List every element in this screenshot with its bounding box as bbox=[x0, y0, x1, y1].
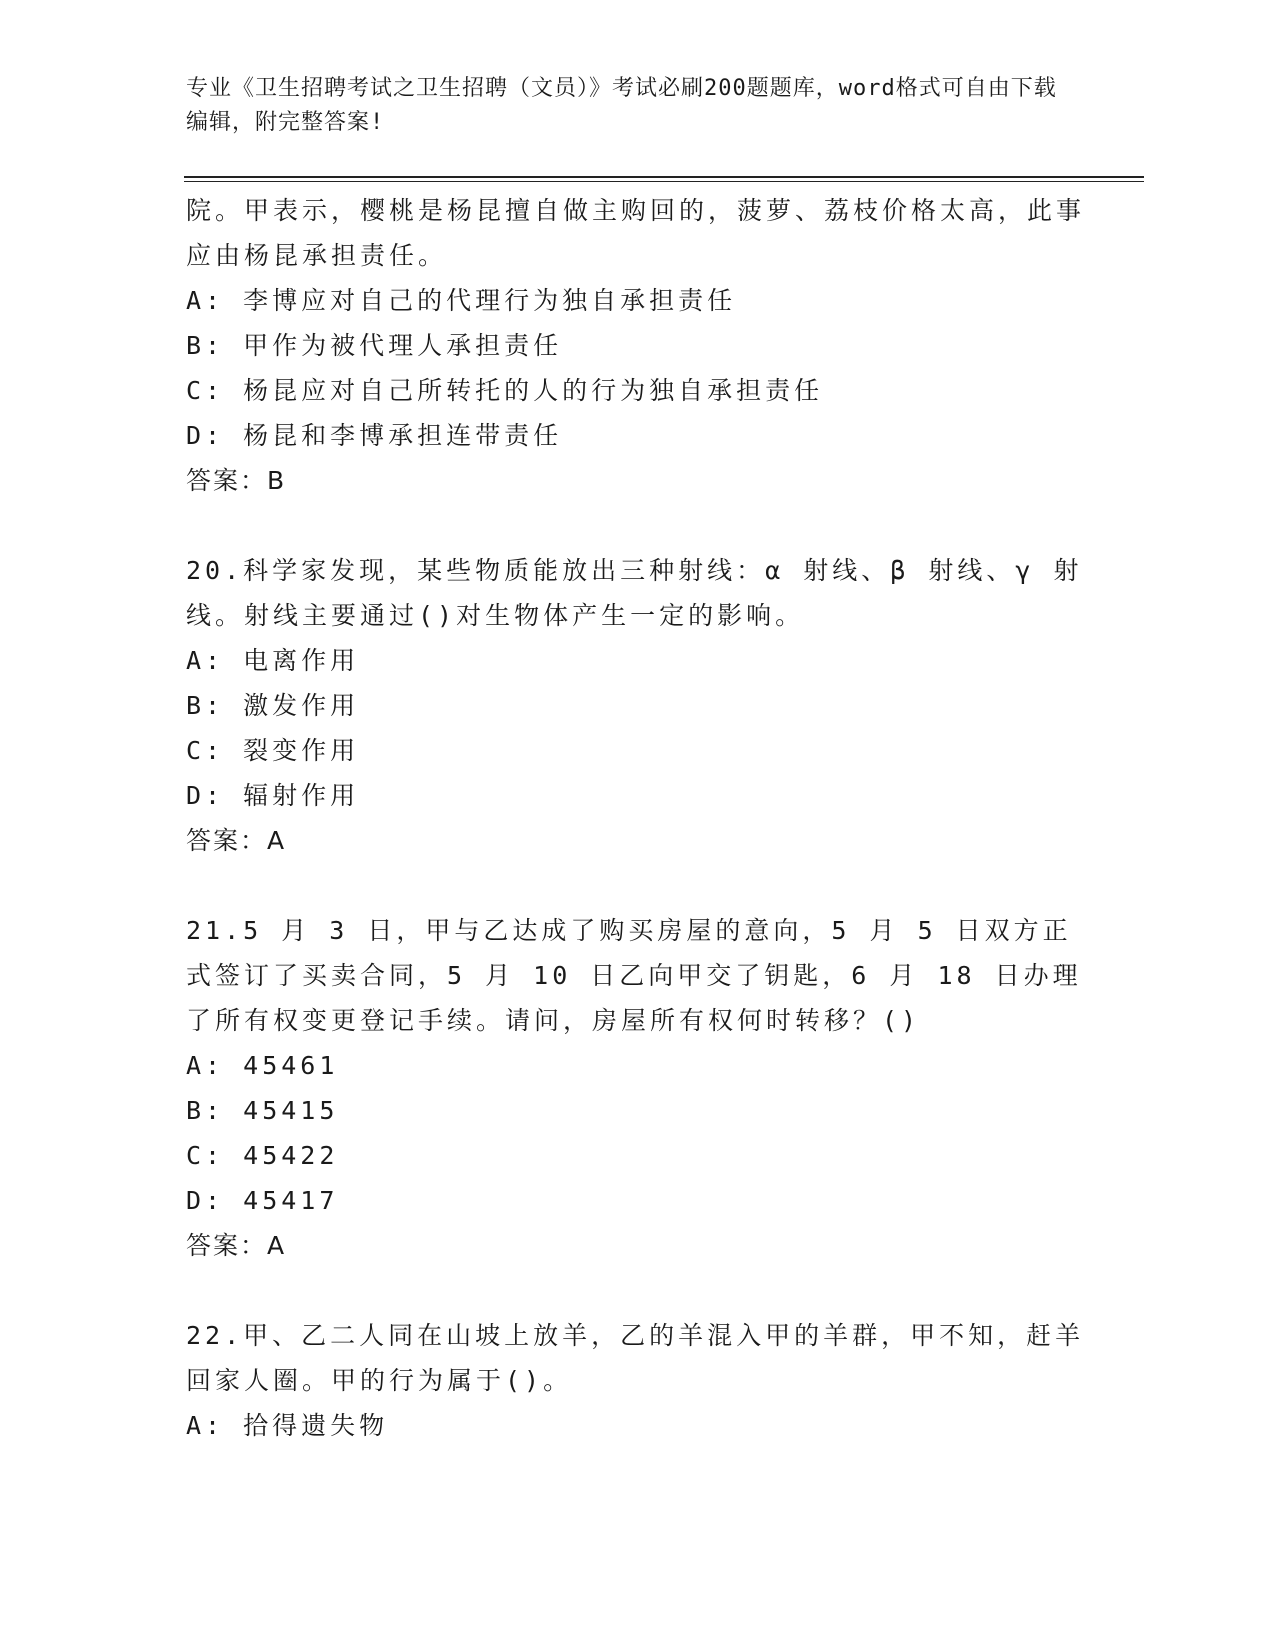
option-b: B: 45415 bbox=[186, 1096, 339, 1125]
document-body bbox=[186, 188, 1086, 1448]
header-title: 专业《卫生招聘考试之卫生招聘（文员）》考试必刷200题题库，word格式可自由下载编辑，附完整答案! bbox=[186, 76, 1057, 135]
option-a: A: 45461 bbox=[186, 1051, 339, 1080]
question-22 bbox=[186, 1313, 1086, 1448]
page-header bbox=[186, 72, 1066, 140]
question-20 bbox=[186, 548, 1086, 864]
header-divider-thin bbox=[184, 181, 1144, 182]
answer-line: 答案：A bbox=[186, 826, 287, 855]
option-d: D: 45417 bbox=[186, 1186, 339, 1215]
option-c: C: 杨昆应对自己所转托的人的行为独自承担责任 bbox=[186, 376, 824, 405]
option-a: A: 李博应对自己的代理行为独自承担责任 bbox=[186, 286, 737, 315]
option-c: C: 裂变作用 bbox=[186, 736, 360, 765]
header-divider bbox=[184, 176, 1144, 178]
question-text: 21.5 月 3 日，甲与乙达成了购买房屋的意向，5 月 5 日双方正式签订了买卖合同，5 月 10 日乙向甲交了钥匙，6 月 18 日办理了所有权变更登记手续。请问，房屋所有权何时转移？() bbox=[186, 916, 1082, 1035]
question-text: 22.甲、乙二人同在山坡上放羊，乙的羊混入甲的羊群，甲不知，赶羊回家人圈。甲的行为属于()。 bbox=[186, 1321, 1085, 1395]
question-text: 院。甲表示，樱桃是杨昆擅自做主购回的，菠萝、荔枝价格太高，此事应由杨昆承担责任。 bbox=[186, 196, 1086, 270]
option-d: D: 辐射作用 bbox=[186, 781, 360, 810]
question-continuation bbox=[186, 188, 1086, 504]
option-a: A: 拾得遗失物 bbox=[186, 1411, 389, 1440]
option-a: A: 电离作用 bbox=[186, 646, 360, 675]
option-c: C: 45422 bbox=[186, 1141, 339, 1170]
question-text: 20.科学家发现，某些物质能放出三种射线：α 射线、β 射线、γ 射线。射线主要通过()对生物体产生一定的影响。 bbox=[186, 556, 1083, 630]
option-b: B: 甲作为被代理人承担责任 bbox=[186, 331, 563, 360]
option-d: D: 杨昆和李博承担连带责任 bbox=[186, 421, 563, 450]
question-21 bbox=[186, 908, 1086, 1269]
answer-line: 答案：B bbox=[186, 466, 287, 495]
answer-line: 答案：A bbox=[186, 1231, 287, 1260]
option-b: B: 激发作用 bbox=[186, 691, 360, 720]
